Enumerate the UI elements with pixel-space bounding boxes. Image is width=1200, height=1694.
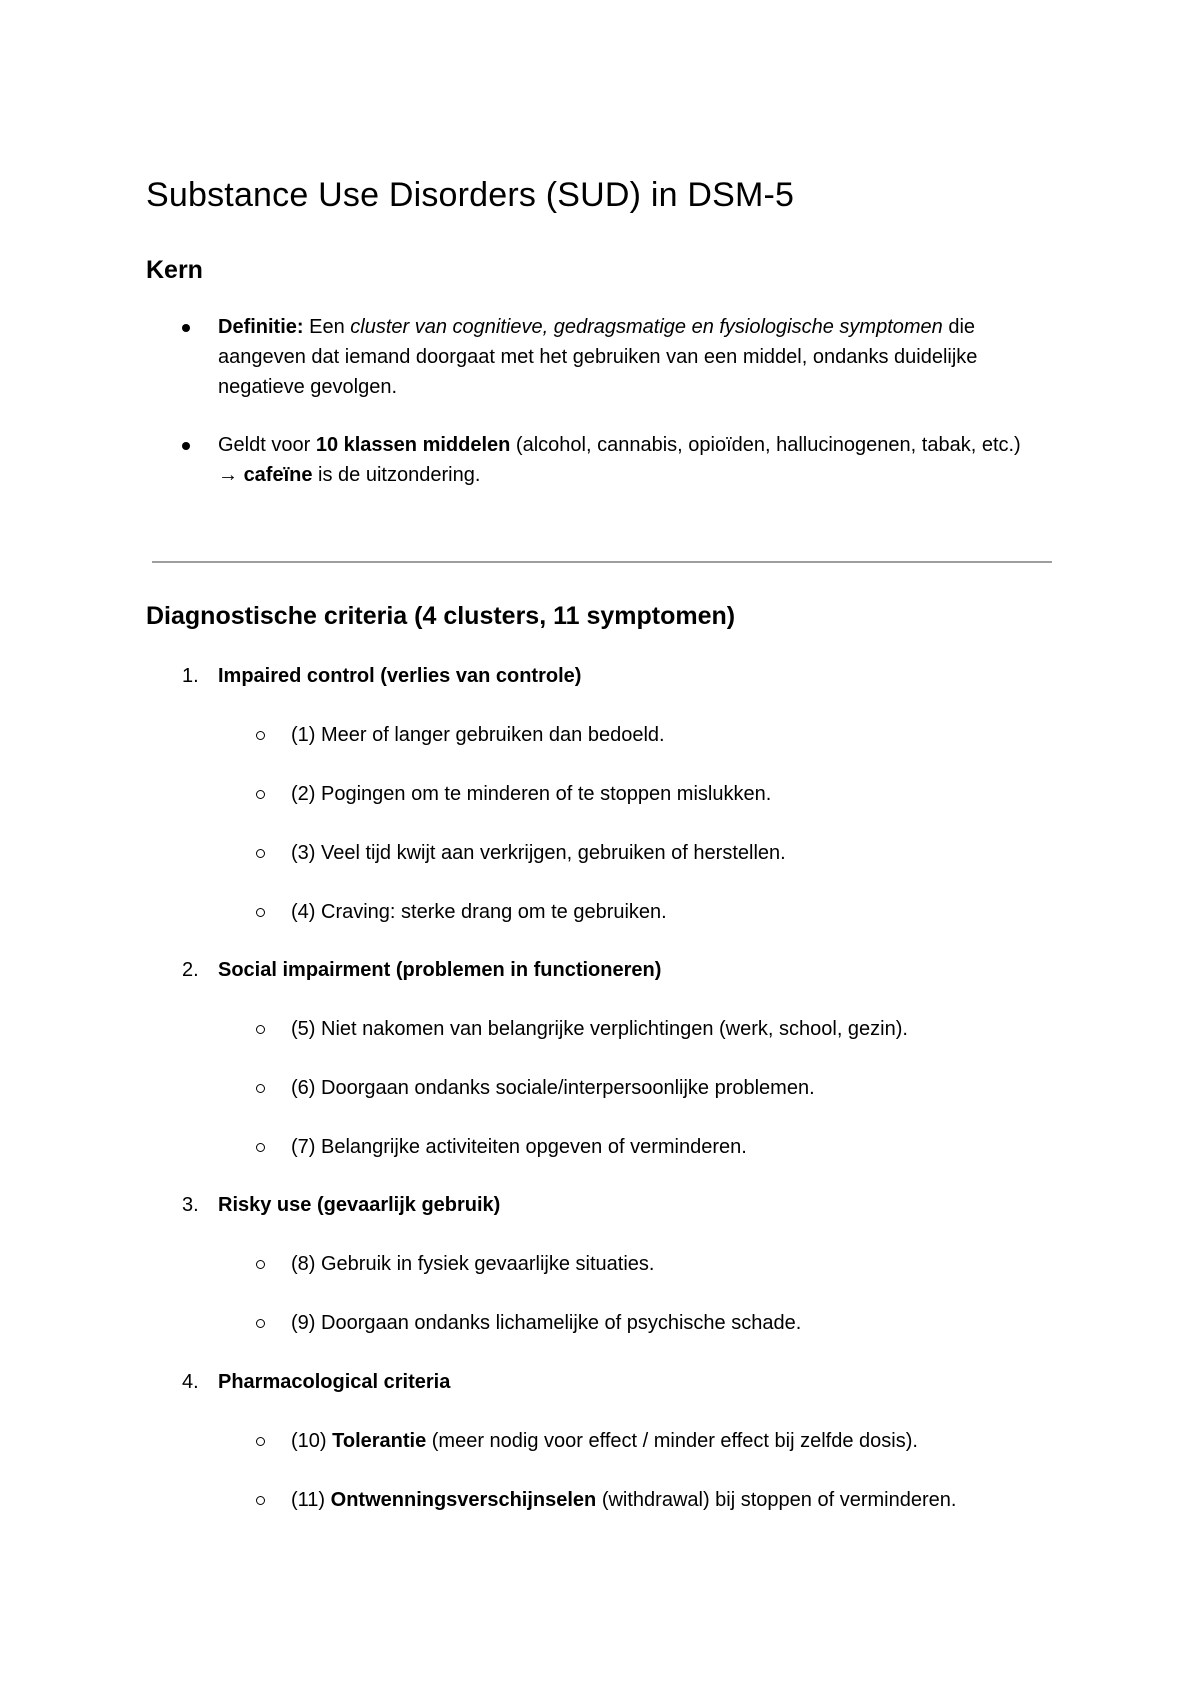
circle-bullet-icon bbox=[256, 1496, 265, 1505]
list-item bbox=[291, 1073, 815, 1103]
list-item bbox=[291, 720, 665, 750]
list-item bbox=[291, 1014, 908, 1044]
text-run: die aangeven dat iemand doorgaat met het gebruiken van een middel, ondanks duidelijke negatieve gevolgen. bbox=[218, 316, 978, 398]
list-item bbox=[291, 1426, 918, 1456]
definition-label: Definitie: bbox=[218, 316, 304, 338]
item-text: (9) Doorgaan ondanks lichamelijke of psychische schade. bbox=[291, 1312, 802, 1334]
circle-bullet-icon bbox=[256, 1319, 265, 1328]
list-number: 4. bbox=[182, 1371, 199, 1393]
item-text: (6) Doorgaan ondanks sociale/interpersoonlijke problemen. bbox=[291, 1077, 815, 1099]
list-item bbox=[291, 1485, 956, 1515]
bullet-classes bbox=[218, 430, 1028, 490]
item-text: (3) Veel tijd kwijt aan verkrijgen, gebruiken of herstellen. bbox=[291, 842, 786, 864]
circle-bullet-icon bbox=[256, 1260, 265, 1269]
section-heading-kern: Kern bbox=[146, 256, 203, 284]
item-text: (meer nodig voor effect / minder effect bij zelfde dosis). bbox=[426, 1430, 918, 1452]
bullet-dot bbox=[182, 442, 190, 450]
horizontal-divider bbox=[152, 561, 1052, 563]
circle-bullet-icon bbox=[256, 731, 265, 740]
list-item bbox=[291, 897, 667, 927]
item-text: (10) bbox=[291, 1430, 333, 1452]
item-text: (11) bbox=[291, 1489, 331, 1511]
definition-italic: cluster van cognitieve, gedragsmatige en fysiologische symptomen bbox=[350, 316, 943, 338]
bullet-dot bbox=[182, 324, 190, 332]
item-text: (7) Belangrijke activiteiten opgeven of verminderen. bbox=[291, 1136, 747, 1158]
item-text: (8) Gebruik in fysiek gevaarlijke situaties. bbox=[291, 1253, 655, 1275]
cluster-title: Impaired control (verlies van controle) bbox=[218, 665, 582, 687]
circle-bullet-icon bbox=[256, 1084, 265, 1093]
cluster-heading bbox=[182, 1367, 450, 1397]
document-title: Substance Use Disorders (SUD) in DSM-5 bbox=[146, 176, 795, 214]
circle-bullet-icon bbox=[256, 908, 265, 917]
text-run: Een bbox=[303, 316, 351, 338]
cluster-heading bbox=[182, 661, 581, 691]
circle-bullet-icon bbox=[256, 1437, 265, 1446]
list-number: 2. bbox=[182, 959, 199, 981]
text-run: (alcohol, cannabis, opioïden, hallucinogenen, tabak, etc.) → bbox=[218, 434, 1021, 486]
circle-bullet-icon bbox=[256, 849, 265, 858]
circle-bullet-icon bbox=[256, 1025, 265, 1034]
item-text: (4) Craving: sterke drang om te gebruiken. bbox=[291, 901, 667, 923]
bold-text: Ontwenningsverschijnselen bbox=[330, 1489, 597, 1511]
cluster-heading bbox=[182, 1190, 500, 1220]
list-number: 1. bbox=[182, 665, 199, 687]
bold-text: 10 klassen middelen bbox=[315, 434, 511, 456]
item-text: (withdrawal) bij stoppen of verminderen. bbox=[596, 1489, 957, 1511]
circle-bullet-icon bbox=[256, 790, 265, 799]
cluster-title: Pharmacological criteria bbox=[218, 1371, 451, 1393]
bullet-definition bbox=[218, 312, 1028, 402]
list-item bbox=[291, 1308, 801, 1338]
bold-text: cafeïne bbox=[243, 464, 313, 486]
cluster-title: Social impairment (problemen in functioneren) bbox=[218, 959, 662, 981]
circle-bullet-icon bbox=[256, 1143, 265, 1152]
cluster-title: Risky use (gevaarlijk gebruik) bbox=[218, 1194, 501, 1216]
section-heading-criteria: Diagnostische criteria (4 clusters, 11 symptomen) bbox=[146, 602, 736, 630]
item-text: (5) Niet nakomen van belangrijke verplichtingen (werk, school, gezin). bbox=[291, 1018, 908, 1040]
item-text: (2) Pogingen om te minderen of te stoppen mislukken. bbox=[291, 783, 772, 805]
bold-text: Tolerantie bbox=[332, 1430, 427, 1452]
text-run: Geldt voor bbox=[218, 434, 316, 456]
text-run: is de uitzondering. bbox=[312, 464, 481, 486]
cluster-heading bbox=[182, 955, 661, 985]
list-item bbox=[291, 779, 771, 809]
list-item bbox=[291, 1132, 747, 1162]
list-item bbox=[291, 1249, 654, 1279]
item-text: (1) Meer of langer gebruiken dan bedoeld. bbox=[291, 724, 665, 746]
list-item bbox=[291, 838, 786, 868]
list-number: 3. bbox=[182, 1194, 199, 1216]
